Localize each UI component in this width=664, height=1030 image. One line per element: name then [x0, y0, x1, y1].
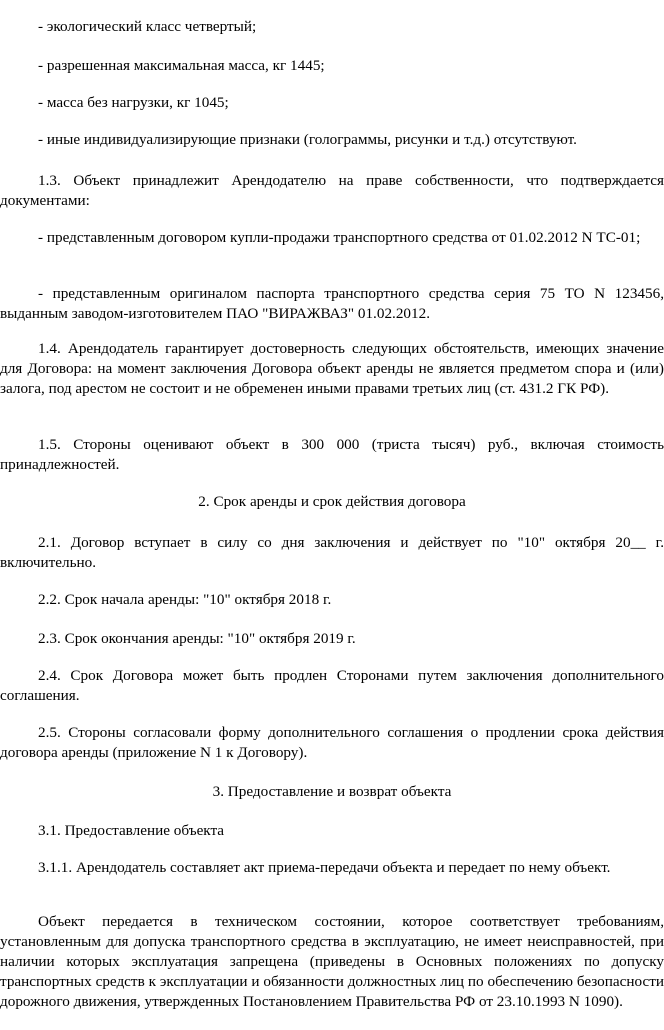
paragraph: - иные индивидуализирующие признаки (голограммы, рисунки и т.д.) отсутствуют. — [38, 131, 577, 148]
clause-2-1: 2.1. Договор вступает в силу со дня заключения и действует по "10" октября 20__ г. включительно. — [0, 534, 664, 571]
clause-2-3: 2.3. Срок окончания аренды: "10" октября 2019 г. — [38, 630, 356, 647]
section-heading-2: 2. Срок аренды и срок действия договора — [198, 493, 466, 510]
paragraph: - разрешенная максимальная масса, кг 1445; — [38, 57, 325, 74]
clause-3-1-1: 3.1.1. Арендодатель составляет акт приема-передачи объекта и передает по нему объект. — [38, 859, 611, 876]
clause-2-2: 2.2. Срок начала аренды: "10" октября 2018 г. — [38, 591, 332, 608]
paragraph: - представленным оригиналом паспорта транспортного средства серия 75 ТО N 123456, выданным заводом-изготовителем ПАО "ВИРАЖВАЗ" 01.02.2012. — [0, 285, 664, 322]
clause-1-5: 1.5. Стороны оценивают объект в 300 000 (триста тысяч) руб., включая стоимость принадлежностей. — [0, 436, 664, 473]
clause-2-5: 2.5. Стороны согласовали форму дополнительного соглашения о продлении срока действия договора аренды (приложение N 1 к Договору). — [0, 724, 664, 761]
clause-1-4: 1.4. Арендодатель гарантирует достоверность следующих обстоятельств, имеющих значение для Договора: на момент заключения Договора объект аренды не является предметом спора и (или) залога, под арестом не состоит и не обременен иными правами третьих лиц (ст. 431.2 ГК РФ). — [0, 340, 664, 397]
paragraph: - представленным договором купли-продажи транспортного средства от 01.02.2012 N ТС-01; — [38, 229, 641, 246]
clause-2-4: 2.4. Срок Договора может быть продлен Сторонами путем заключения дополнительного соглашения. — [0, 667, 664, 704]
paragraph: Объект передается в техническом состоянии, которое соответствует требованиям, установленным для допуска транспортного средства в эксплуатацию, не имеет неисправностей, при наличии которых эксплуатация запрещена (приведены в Основных положениях по допуску транспортных средств к эксплуатации и обязанности должностных лиц по обеспечению безопасности дорожного движения, утвержденных Постановлением Правительства РФ от 23.10.1993 N 1090). — [0, 913, 664, 1010]
paragraph: - экологический класс четвертый; — [38, 18, 257, 35]
clause-1-3: 1.3. Объект принадлежит Арендодателю на праве собственности, что подтверждается документами: — [0, 172, 664, 209]
clause-3-1: 3.1. Предоставление объекта — [38, 822, 225, 839]
section-heading-3: 3. Предоставление и возврат объекта — [212, 783, 452, 800]
paragraph: - масса без нагрузки, кг 1045; — [38, 94, 229, 111]
